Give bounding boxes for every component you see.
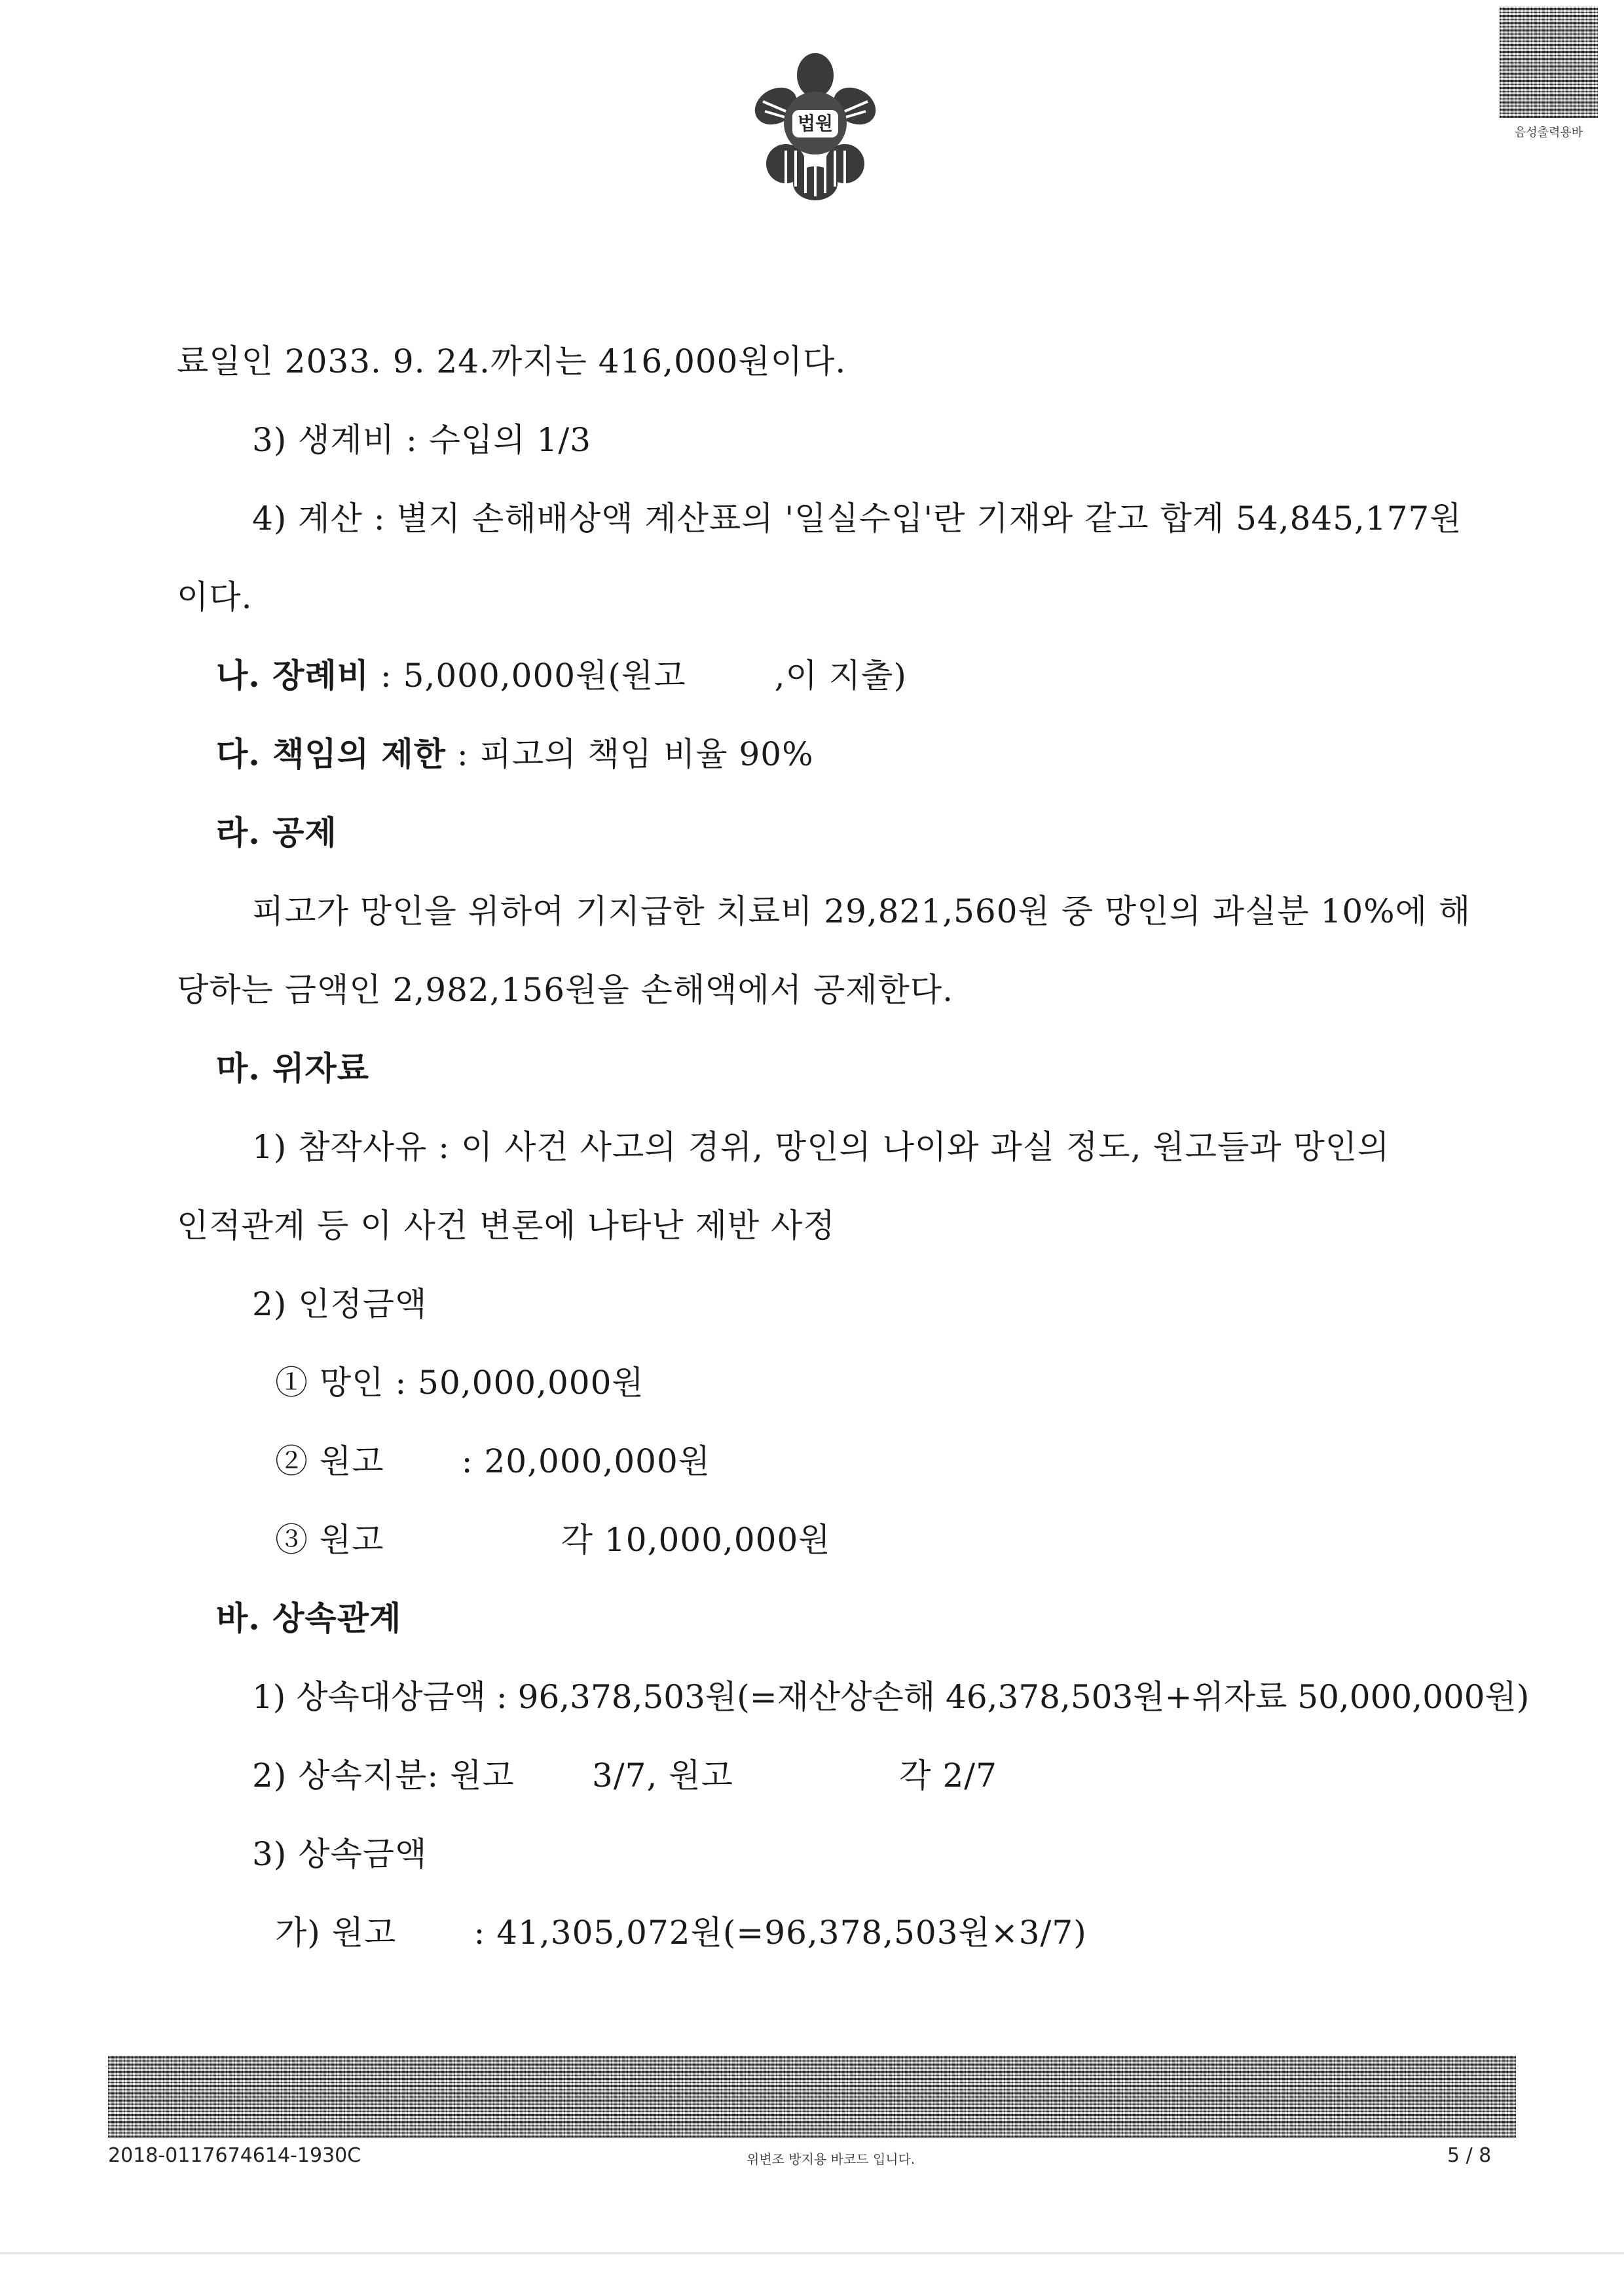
section-heading: 바. 상속관계 <box>216 1599 402 1637</box>
section-text: : 5,000,000원(원고 ,이 지출) <box>369 657 907 695</box>
court-emblem-label: 법원 <box>797 113 834 134</box>
anti-forgery-barcode <box>108 2056 1516 2138</box>
body-line-16: ③ 원고 각 10,000,000원 <box>275 1521 831 1559</box>
body-line-11: 1) 참작사유 : 이 사건 사고의 경위, 망인의 나이와 과실 정도, 원고들과 망인의 <box>252 1128 1390 1166</box>
qr-code <box>1500 7 1598 118</box>
body-line-8: 피고가 망인을 위하여 기지급한 치료비 29,821,560원 중 망인의 과실분 10%에 해 <box>252 892 1471 930</box>
section-text: : 피고의 책임 비율 90% <box>446 735 814 773</box>
body-line-14: ① 망인 : 50,000,000원 <box>275 1364 644 1402</box>
body-line-2: 3) 생계비 : 수입의 1/3 <box>252 421 592 459</box>
barcode-notice: 위변조 방지용 바코드 입니다. <box>747 2151 915 2167</box>
section-deduction <box>216 813 337 852</box>
section-consolation <box>216 1049 369 1088</box>
body-line-15: ② 원고 : 20,000,000원 <box>275 1442 711 1480</box>
body-line-1: 료일인 2033. 9. 24.까지는 416,000원이다. <box>177 342 847 380</box>
section-funeral-expenses <box>216 656 907 695</box>
body-line-19: 2) 상속지분: 원고 3/7, 원고 각 2/7 <box>252 1757 997 1795</box>
page-number: 5 / 8 <box>1447 2144 1492 2167</box>
scan-edge-line <box>0 2252 1624 2254</box>
body-line-4: 이다. <box>177 578 253 616</box>
document-id: 2018-0117674614-1930C <box>108 2144 361 2167</box>
qr-caption: 음성출력용바 <box>1514 126 1583 139</box>
body-line-21: 가) 원고 : 41,305,072원(=96,378,503원×3/7) <box>275 1914 1087 1952</box>
court-emblem <box>747 52 884 210</box>
section-heading: 다. 책임의 제한 <box>216 735 447 773</box>
section-liability-limit <box>216 735 814 774</box>
section-heading: 라. 공제 <box>216 813 337 852</box>
section-inheritance <box>216 1599 401 1638</box>
body-line-3: 4) 계산 : 별지 손해배상액 계산표의 '일실수입'란 기재와 같고 합계 54,845,177원 <box>252 500 1462 538</box>
body-line-13: 2) 인정금액 <box>252 1285 428 1323</box>
body-line-18: 1) 상속대상금액 : 96,378,503원(=재산상손해 46,378,503원+위자료 50,000,000원) <box>252 1678 1530 1716</box>
body-line-9: 당하는 금액인 2,982,156원을 손해액에서 공제한다. <box>177 971 954 1009</box>
section-heading: 마. 위자료 <box>216 1049 370 1087</box>
body-line-20: 3) 상속금액 <box>252 1835 428 1873</box>
section-heading: 나. 장례비 <box>216 656 370 695</box>
body-line-12: 인적관계 등 이 사건 변론에 나타난 제반 사정 <box>177 1207 836 1245</box>
